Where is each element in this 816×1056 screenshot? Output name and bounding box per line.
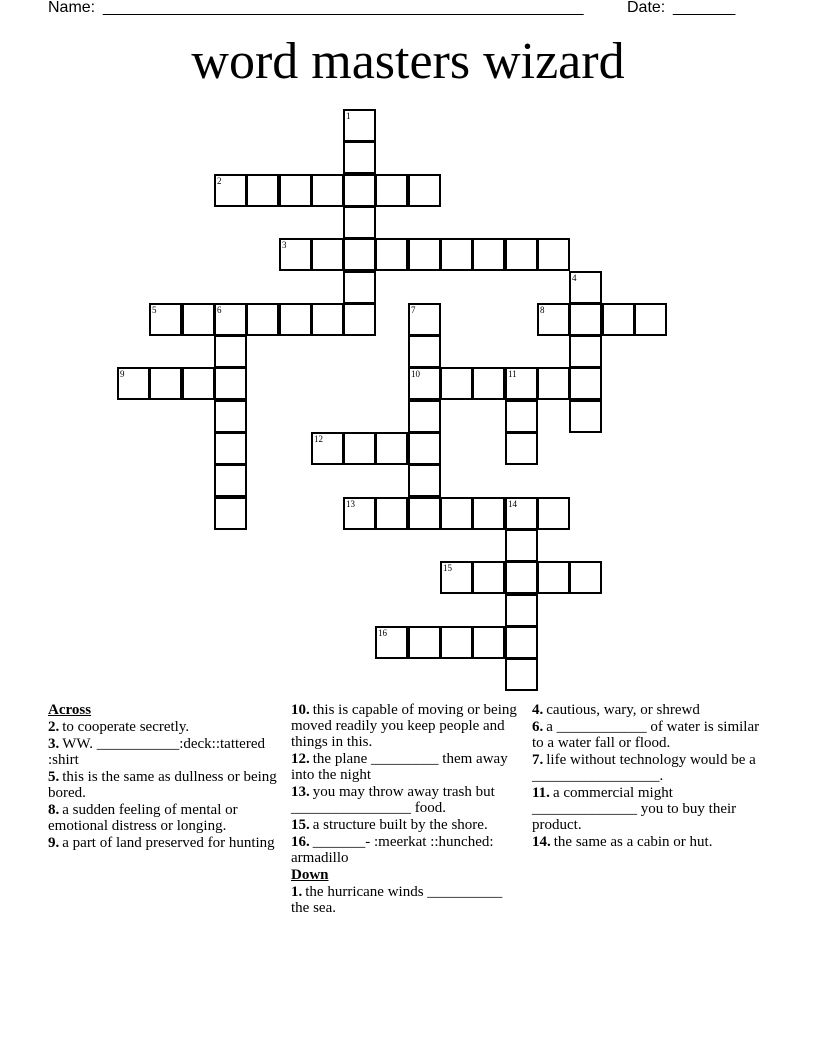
clue-column-1 xyxy=(48,702,283,852)
clue-text: the same as a cabin or hut. xyxy=(553,834,713,850)
grid-cell[interactable] xyxy=(472,238,505,271)
grid-cell[interactable] xyxy=(408,497,441,530)
grid-cell[interactable] xyxy=(343,141,376,174)
cell-number: 8 xyxy=(540,305,545,315)
grid-cell[interactable] xyxy=(343,174,376,207)
cell-number: 16 xyxy=(378,628,387,638)
grid-cell[interactable] xyxy=(214,497,247,530)
grid-cell[interactable] xyxy=(149,367,182,400)
clue-number: 6. xyxy=(532,719,544,735)
clue-number: 4. xyxy=(532,702,544,718)
date-line[interactable]: _______ xyxy=(673,0,736,16)
grid-cell[interactable] xyxy=(214,335,247,368)
grid-cell[interactable] xyxy=(311,432,344,465)
grid-cell[interactable] xyxy=(505,561,538,594)
clue-down-4 xyxy=(532,702,764,718)
clue-across-10 xyxy=(291,702,523,750)
clue-across-15 xyxy=(291,817,523,833)
cell-number: 7 xyxy=(411,305,416,315)
grid-cell[interactable] xyxy=(408,174,441,207)
clue-text: WW. ___________:deck::tattered :shirt xyxy=(48,736,265,768)
clue-down-11 xyxy=(532,785,764,833)
clue-across-16 xyxy=(291,834,523,866)
down-heading: Down xyxy=(291,867,329,883)
grid-cell[interactable] xyxy=(505,432,538,465)
grid-cell[interactable] xyxy=(505,529,538,562)
clue-column-3 xyxy=(532,702,764,851)
grid-cell[interactable] xyxy=(569,335,602,368)
cell-number: 12 xyxy=(314,434,323,444)
clue-text: a part of land preserved for hunting xyxy=(62,835,275,851)
clue-across-8 xyxy=(48,802,283,834)
clue-across-2 xyxy=(48,719,283,735)
grid-cell[interactable] xyxy=(343,303,376,336)
clue-number: 9. xyxy=(48,835,60,851)
name-line[interactable]: ______________________________________________________ xyxy=(103,0,584,16)
cell-number: 4 xyxy=(572,273,577,283)
clue-text: this is the same as dullness or being bored. xyxy=(48,769,277,801)
grid-cell[interactable] xyxy=(472,561,505,594)
grid-cell[interactable] xyxy=(505,497,538,530)
clue-number: 10. xyxy=(291,702,310,718)
grid-cell[interactable] xyxy=(505,658,538,691)
clue-across-9 xyxy=(48,835,283,851)
grid-cell[interactable] xyxy=(408,626,441,659)
grid-cell[interactable] xyxy=(569,561,602,594)
grid-cell[interactable] xyxy=(117,367,150,400)
grid-cell[interactable] xyxy=(408,464,441,497)
grid-cell[interactable] xyxy=(279,303,312,336)
across-heading: Across xyxy=(48,702,92,718)
clue-text: to cooperate secretly. xyxy=(62,719,190,735)
grid-cell[interactable] xyxy=(375,238,408,271)
grid-cell[interactable] xyxy=(214,174,247,207)
grid-cell[interactable] xyxy=(149,303,182,336)
grid-cell[interactable] xyxy=(537,303,570,336)
grid-cell[interactable] xyxy=(182,367,215,400)
clue-number: 5. xyxy=(48,769,60,785)
grid-cell[interactable] xyxy=(569,271,602,304)
cell-number: 9 xyxy=(120,369,125,379)
cell-number: 3 xyxy=(282,240,287,250)
clue-number: 16. xyxy=(291,834,310,850)
clue-number: 7. xyxy=(532,752,544,768)
grid-cell[interactable] xyxy=(343,432,376,465)
grid-cell[interactable] xyxy=(214,400,247,433)
grid-cell[interactable] xyxy=(408,335,441,368)
cell-number: 11 xyxy=(508,369,517,379)
grid-cell[interactable] xyxy=(440,367,473,400)
clue-text: a sudden feeling of mental or emotional distress or longing. xyxy=(48,802,238,834)
grid-cell[interactable] xyxy=(279,174,312,207)
cell-number: 13 xyxy=(346,499,355,509)
grid-cell[interactable] xyxy=(472,626,505,659)
grid-cell[interactable] xyxy=(182,303,215,336)
grid-cell[interactable] xyxy=(311,174,344,207)
grid-cell[interactable] xyxy=(343,497,376,530)
clue-text: the plane _________ them away into the night xyxy=(291,751,508,783)
grid-cell[interactable] xyxy=(472,367,505,400)
grid-cell[interactable] xyxy=(343,238,376,271)
cell-number: 5 xyxy=(152,305,157,315)
clue-text: a commercial might ______________ you to buy their product. xyxy=(532,785,737,833)
clue-text: a ____________ of water is similar to a water fall or flood. xyxy=(532,719,760,751)
grid-cell[interactable] xyxy=(311,303,344,336)
grid-cell[interactable] xyxy=(440,497,473,530)
clue-number: 13. xyxy=(291,784,310,800)
cell-number: 1 xyxy=(346,111,351,121)
grid-cell[interactable] xyxy=(311,238,344,271)
grid-cell[interactable] xyxy=(408,400,441,433)
grid-cell[interactable] xyxy=(214,303,247,336)
grid-cell[interactable] xyxy=(246,303,279,336)
grid-cell[interactable] xyxy=(602,303,635,336)
grid-cell[interactable] xyxy=(634,303,667,336)
grid-cell[interactable] xyxy=(214,367,247,400)
grid-cell[interactable] xyxy=(375,174,408,207)
grid-cell[interactable] xyxy=(375,432,408,465)
clue-text: this is capable of moving or being moved readily you keep people and things in this. xyxy=(291,702,517,750)
clue-column-2 xyxy=(291,702,523,917)
cell-number: 15 xyxy=(443,563,452,573)
clue-text: life without technology would be a _________________. xyxy=(532,752,756,784)
clue-number: 3. xyxy=(48,736,60,752)
grid-cell[interactable] xyxy=(537,497,570,530)
clue-text: the hurricane winds __________ the sea. xyxy=(291,884,503,916)
grid-cell[interactable] xyxy=(505,594,538,627)
grid-cell[interactable] xyxy=(569,367,602,400)
clue-number: 2. xyxy=(48,719,60,735)
clue-across-5 xyxy=(48,769,283,801)
grid-cell[interactable] xyxy=(408,367,441,400)
grid-cell[interactable] xyxy=(472,497,505,530)
grid-cell[interactable] xyxy=(408,303,441,336)
cell-number: 6 xyxy=(217,305,222,315)
clue-number: 12. xyxy=(291,751,310,767)
grid-cell[interactable] xyxy=(569,303,602,336)
grid-cell[interactable] xyxy=(505,626,538,659)
clue-down-1 xyxy=(291,884,523,916)
clue-across-12 xyxy=(291,751,523,783)
clue-number: 8. xyxy=(48,802,60,818)
grid-cell[interactable] xyxy=(440,561,473,594)
cell-number: 10 xyxy=(411,369,420,379)
clue-down-6 xyxy=(532,719,764,751)
grid-cell[interactable] xyxy=(246,174,279,207)
grid-cell[interactable] xyxy=(375,626,408,659)
grid-cell[interactable] xyxy=(343,206,376,239)
name-label: Name: xyxy=(48,0,96,16)
grid-cell[interactable] xyxy=(569,400,602,433)
grid-cell[interactable] xyxy=(279,238,312,271)
grid-cell[interactable] xyxy=(375,497,408,530)
clue-text: a structure built by the shore. xyxy=(312,817,488,833)
date-label: Date: xyxy=(627,0,666,16)
grid-cell[interactable] xyxy=(505,367,538,400)
grid-cell[interactable] xyxy=(343,109,376,142)
grid-cell[interactable] xyxy=(537,561,570,594)
grid-cell[interactable] xyxy=(537,367,570,400)
grid-cell[interactable] xyxy=(408,432,441,465)
grid-cell[interactable] xyxy=(537,238,570,271)
clue-across-13 xyxy=(291,784,523,816)
clue-text: cautious, wary, or shrewd xyxy=(546,702,700,718)
grid-cell[interactable] xyxy=(505,238,538,271)
grid-cell[interactable] xyxy=(214,464,247,497)
grid-cell[interactable] xyxy=(408,238,441,271)
clue-down-14 xyxy=(532,834,764,850)
clue-text: you may throw away trash but ________________ food. xyxy=(291,784,495,816)
clue-number: 1. xyxy=(291,884,303,900)
grid-cell[interactable] xyxy=(440,626,473,659)
clue-across-3 xyxy=(48,736,283,768)
grid-cell[interactable] xyxy=(343,271,376,304)
clue-down-7 xyxy=(532,752,764,784)
grid-cell[interactable] xyxy=(440,238,473,271)
page-title: word masters wizard xyxy=(191,33,625,90)
clue-number: 14. xyxy=(532,834,551,850)
grid-cell[interactable] xyxy=(214,432,247,465)
cell-number: 2 xyxy=(217,176,222,186)
cell-number: 14 xyxy=(508,499,517,509)
grid-cell[interactable] xyxy=(505,400,538,433)
clue-number: 11. xyxy=(532,785,550,801)
clue-number: 15. xyxy=(291,817,310,833)
clue-text: _______- :meerkat ::hunched: armadillo xyxy=(291,834,494,866)
